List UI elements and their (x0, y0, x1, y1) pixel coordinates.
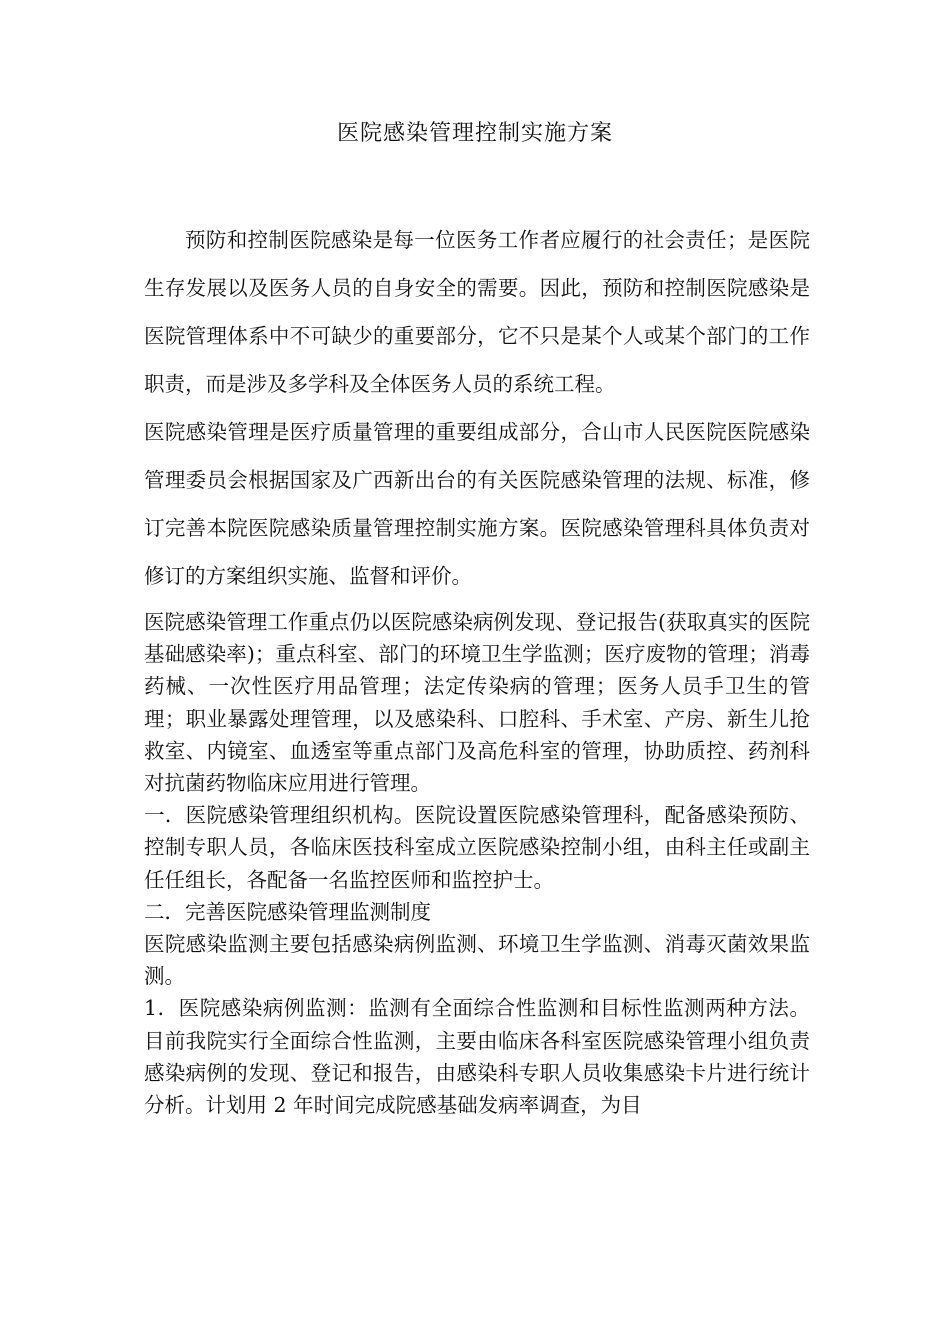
document-title: 医院感染管理控制实施方案 (336, 121, 613, 146)
paragraph-section-two-heading: 二．完善医院感染管理监测制度 (144, 899, 431, 924)
paragraph-key-points: 医院感染管理工作重点仍以医院感染病例发现、登记报告(获取真实的医院基础感染率)；重点科室、部门的环境卫生学监测；医疗废物的管理；消毒药械、一次性医疗用品管理；法定传染病的管理；医务人员手卫生的管理；职业暴露处理管理，以及感染科、口腔科、手术室、产房、新生儿抢救室、内镜室、血透室等重点部门及高危科室的管理，协助质控、药剂科对抗菌药物临床应用进行管理。 (144, 610, 810, 796)
paragraph-monitoring-scope: 医院感染监测主要包括感染病例监测、环境卫生学监测、消毒灭菌效果监测。 (144, 932, 810, 989)
paragraph-section-one: 一．医院感染管理组织机构。医院设置医院感染管理科，配备感染预防、控制专职人员，各临床医技科室成立医院感染控制小组，由科主任或副主任任组长，各配备一名监控医师和监控护士。 (144, 803, 810, 892)
paragraph-management: 医院感染管理是医疗质量管理的重要组成部分，合山市人民医院医院感染管理委员会根据国家及广西新出台的有关医院感染管理的法规、标准，修订完善本院医院感染质量管理控制实施方案。医院感染管理科具体负责对修订的方案组织实施、监督和评价。 (144, 420, 810, 588)
paragraph-case-monitoring: 1．医院感染病例监测：监测有全面综合性监测和目标性监测两种方法。目前我院实行全面综合性监测，主要由临床各科室医院感染管理小组负责感染病例的发现、登记和报告，由感染科专职人员收集感染卡片进行统计分析。计划用 2 年时间完成院感基础发病率调查，为目 (144, 996, 810, 1118)
paragraph-intro: 预防和控制医院感染是每一位医务工作者应履行的社会责任；是医院生存发展以及医务人员的自身安全的需要。因此，预防和控制医院感染是医院管理体系中不可缺少的重要部分，它不只是某个人或某个部门的工作职责，而是涉及多学科及全体医务人员的系统工程。 (144, 228, 810, 396)
document-body (144, 216, 810, 1121)
